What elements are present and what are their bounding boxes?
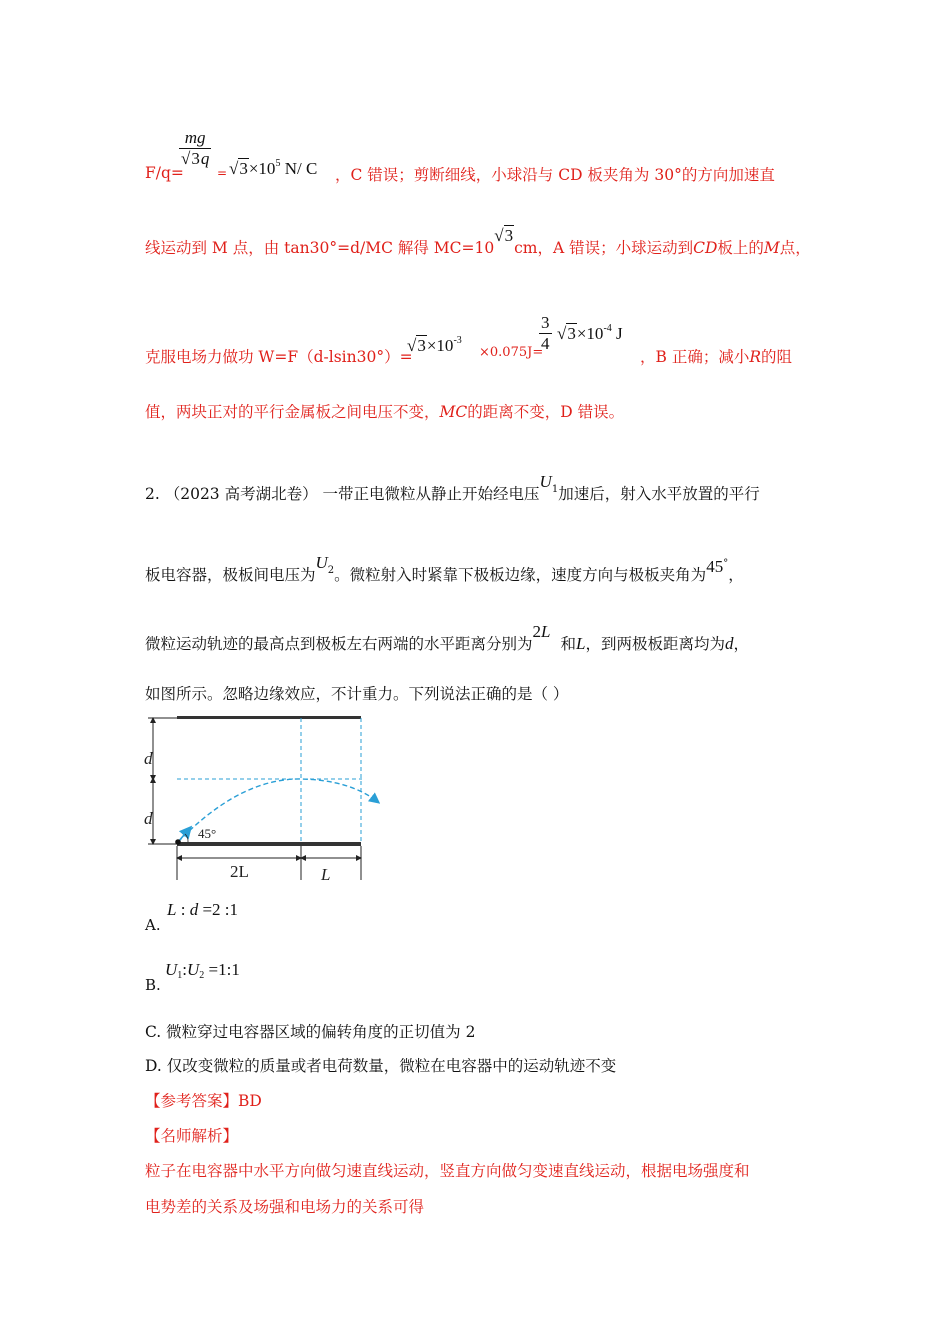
label-angle: 45° xyxy=(198,826,217,841)
question-line-1: 2. （2023 高考湖北卷） 一带正电微粒从静止开始经电压$U^1$加速后，射入水平放置的平行 xyxy=(145,472,760,503)
bottom-plate xyxy=(177,842,361,846)
particle-dot xyxy=(175,839,181,845)
option-d[interactable]: D. 仅改变微粒的质量或者电荷数量，微粒在电容器中的运动轨迹不变 xyxy=(145,1057,617,1075)
fraction-mg-over-sqrt3q: $\frac{mg}{√3q}$ xyxy=(181,128,210,168)
label-2l: 2L xyxy=(230,862,249,881)
value-sqrt3-e5: $√3\times 10^5$ N/ C xyxy=(229,158,318,178)
analysis-line-1: 粒子在电容器中水平方向做匀速直线运动，竖直方向做匀变速直线运动，根据电场强度和 xyxy=(145,1162,750,1180)
fraction-3-over-4: $\frac{3}{4}$ xyxy=(541,313,550,353)
label-l: L xyxy=(321,865,331,884)
question-line-2: 板电容器，极板间电压为$U^2$。微粒射入时紧靠下极板边缘，速度方向与极板夹角为45°， xyxy=(145,553,744,584)
document-page: F/q= $\frac{mg}{√3q}$ = $√3\times 10^5$ N/ C ，C 错误；剪断细线，小球沿与 CD 板夹角为 30°的方向加速直 线运动到 M 点，由 tan30°=d/MC 解得 MC=10√3cm，A 错误；小球运动到CD板上的M点， 克服电场力做功 W=F（d-lsin30°）= $√3\times 10^{-3}$ ×0.075J= $\frac{3}{4}$ $√3\times 10^{-4}$ J ，B 正确；减小R的阻 值，两块正对的平行金属板之间电压不变，MC的距离不变，D 错误。 2. （2023 高考湖北卷） 一带正电微粒从静止开始经电压$U^1$加速后，射入水平放置的平行 板电容器，极板间电压为$U^2$。微粒射入时紧靠下极板边缘，速度方向与极板夹角为45°， 微粒运动轨迹的最高点到极板左右两端的水平距离分别为2L和L，到两极板距离均为d， 如图所示。忽略边缘效应，不计重力。下列说法正确的是（ ） d d 45° 2L L A. L : d =2 :1 B. $U_1:U_2$ =1:1 C. 微粒穿过电容器区域的偏转角度的正切值为 2 D. 仅改变微粒的质量或者电荷数量，微粒在电容器中的运动轨迹不变 【参考答案】BD 【名师解析】 粒子在电容器中水平方向做匀速直线运动，竖直方向做匀变速直线运动，根据电场强度和 电势差的关系及场强和电场力的关系可得 xyxy=(0,0,950,1344)
label-d-top: d xyxy=(144,749,153,768)
label-d-bottom: d xyxy=(144,809,153,828)
value-sqrt3-e-3: $√3\times 10^{-3}$ xyxy=(407,335,462,355)
value-sqrt3-e-4: $√3\times 10^{-4}$ J xyxy=(557,323,623,343)
question-line-4: 如图所示。忽略边缘效应，不计重力。下列说法正确的是（ ） xyxy=(145,685,569,703)
question-line-3: 微粒运动轨迹的最高点到极板左右两端的水平距离分别为2L和L，到两极板距离均为d， xyxy=(145,622,749,653)
analysis-line-2: 电势差的关系及场强和电场力的关系可得 xyxy=(145,1198,425,1216)
capacitor-diagram xyxy=(140,710,400,890)
option-c[interactable]: C. 微粒穿过电容器区域的偏转角度的正切值为 2 xyxy=(145,1023,476,1041)
solution-line-2: 线运动到 M 点，由 tan30°=d/MC 解得 MC=10√3cm，A 错误；小球运动到CD板上的M点， xyxy=(145,226,811,257)
answer-label: 【参考答案】BD xyxy=(145,1092,262,1110)
analysis-label: 【名师解析】 xyxy=(145,1127,239,1145)
solution-line-4: 值，两块正对的平行金属板之间电压不变，MC的距离不变，D 错误。 xyxy=(145,403,625,421)
formula-prefix: F/q= xyxy=(145,164,184,182)
top-plate xyxy=(177,716,361,719)
